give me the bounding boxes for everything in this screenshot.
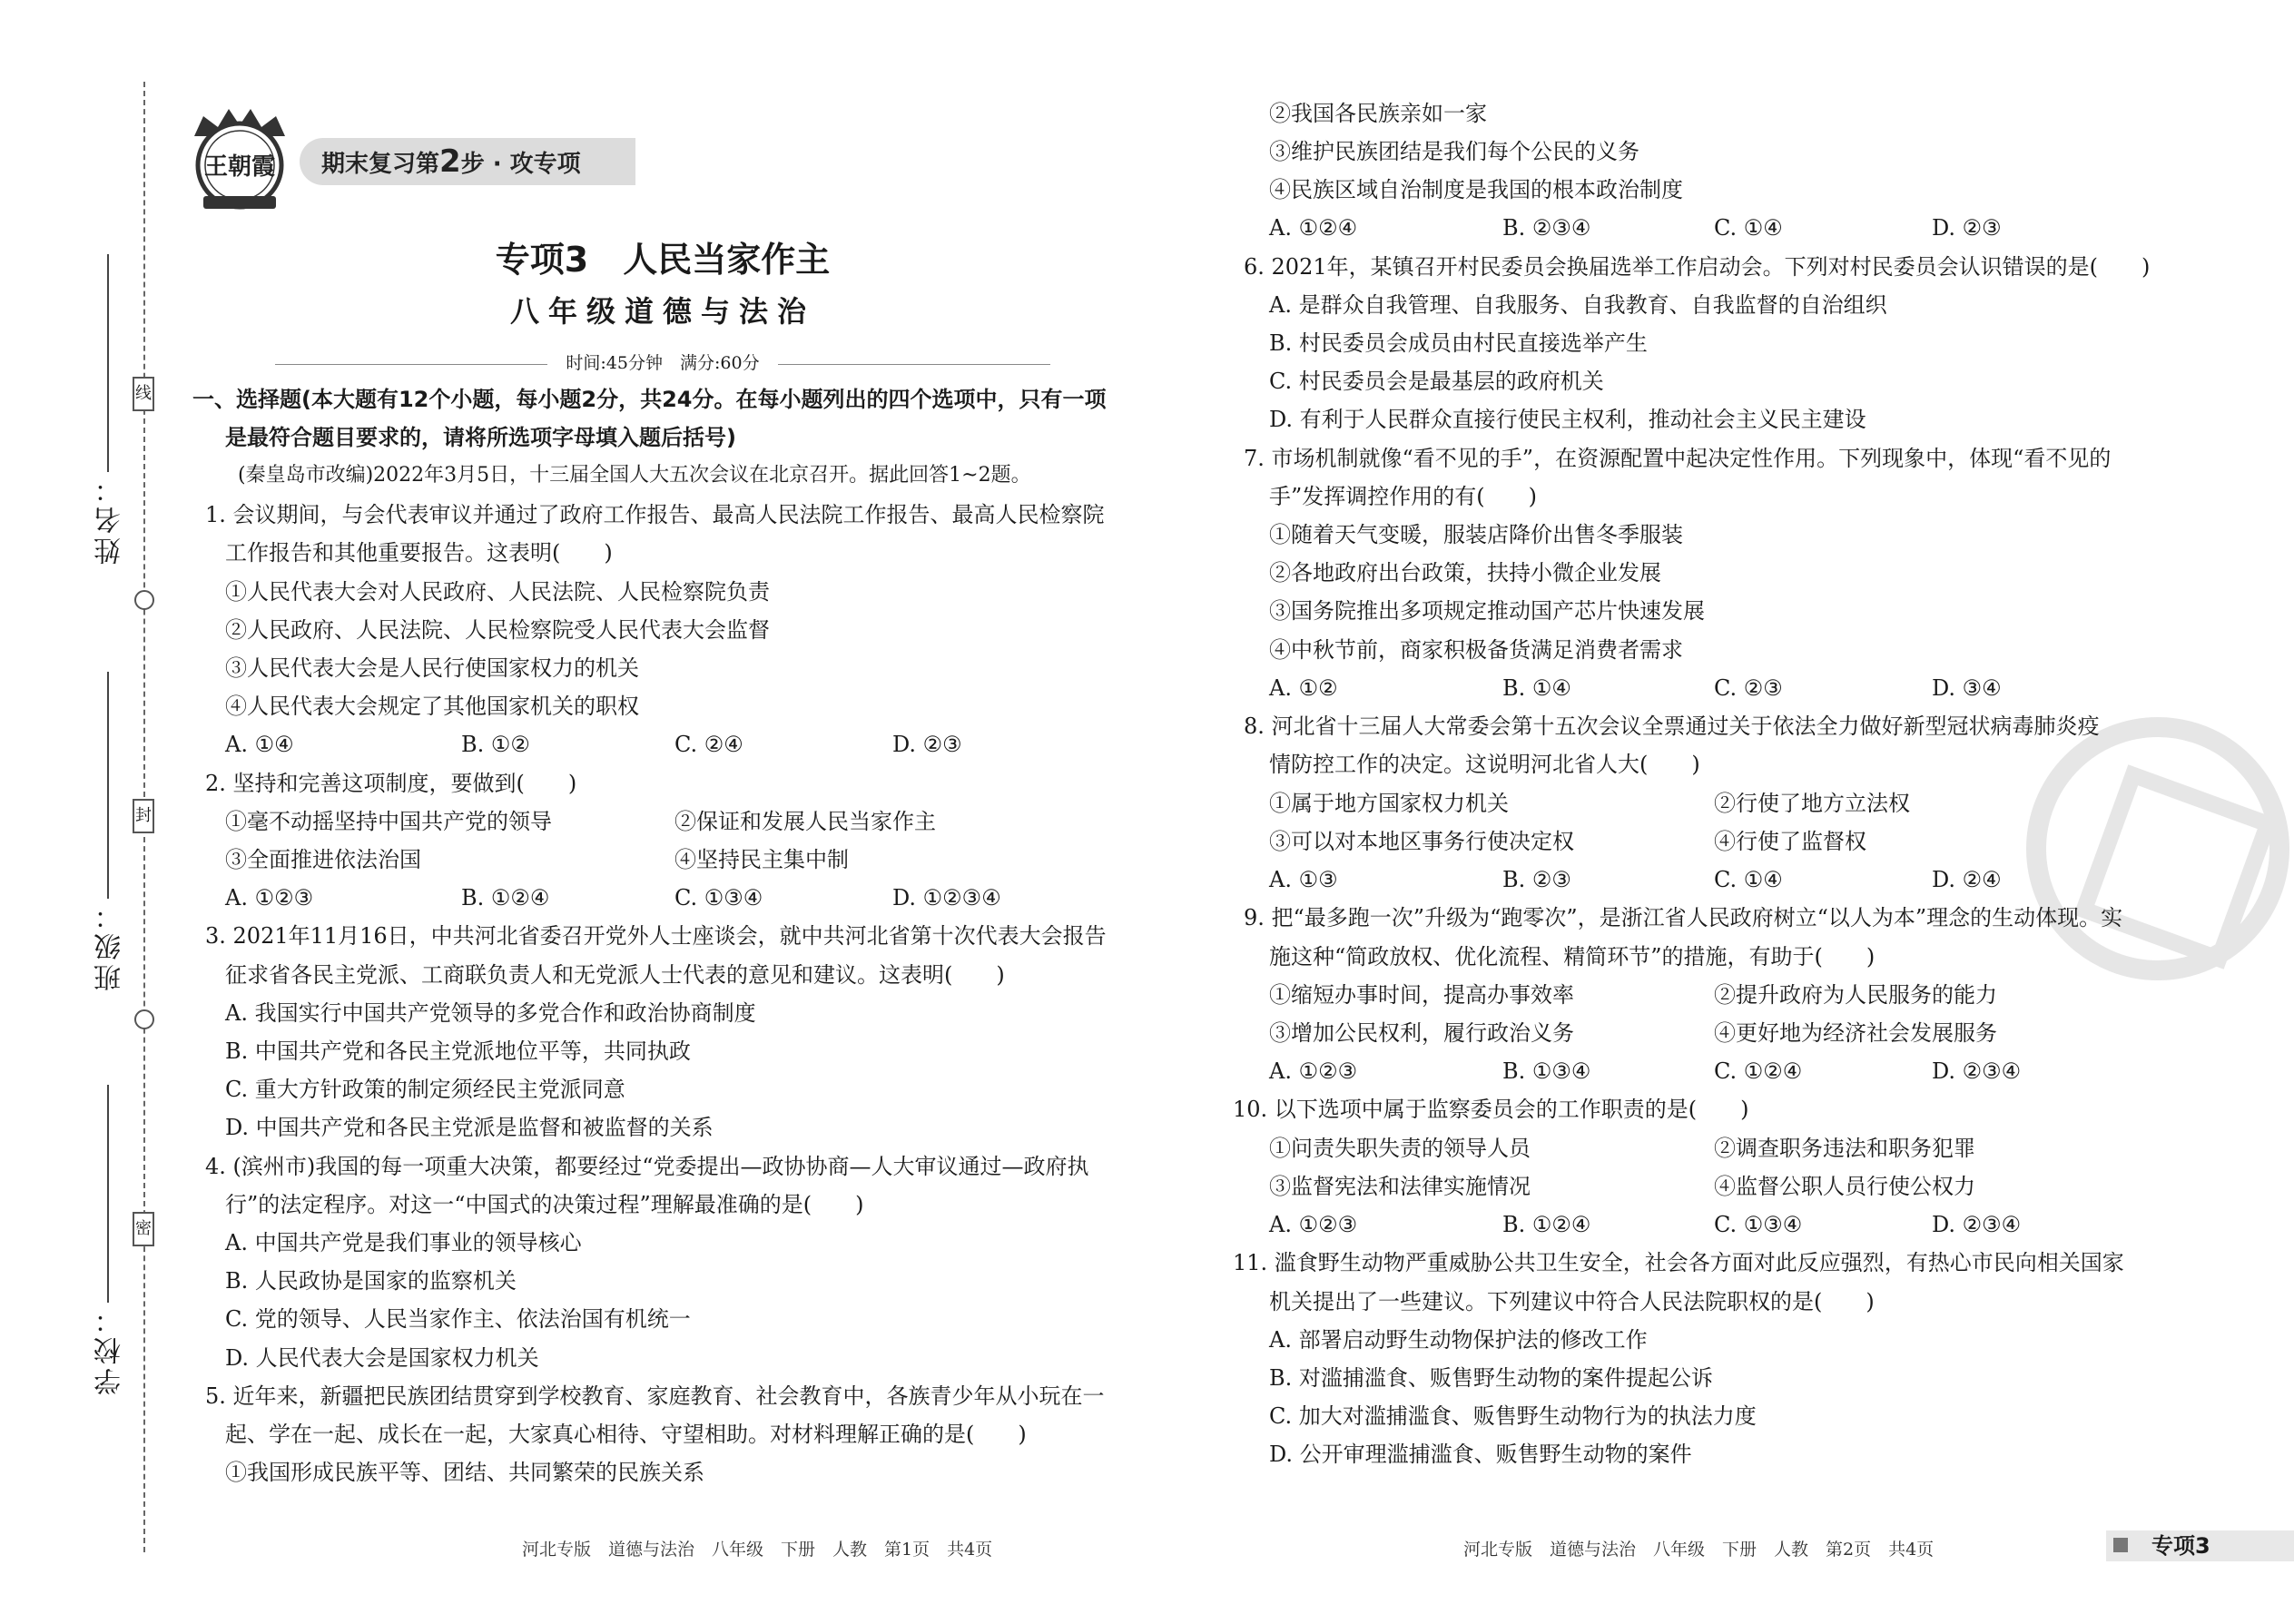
- text-line: ④行使了监督权: [1714, 829, 1866, 854]
- text-line: 9. 把“最多跑一次”升级为“跑零次”，是浙江省人民政府树立“以人为本”理念的生动体现。实: [1244, 905, 2123, 930]
- text-line: C. ②④: [674, 732, 743, 757]
- text-line: D. 有利于人民群众直接行使民主权利，推动社会主义民主建设: [1269, 407, 1866, 432]
- text-line: A. 部署启动野生动物保护法的修改工作: [1269, 1327, 1648, 1353]
- text-line: ③增加公民权利，履行政治义务: [1269, 1020, 1574, 1046]
- text-line: A. 中国共产党是我们事业的领导核心: [225, 1230, 582, 1255]
- text-line: C. ①④: [1714, 867, 1783, 892]
- footer-left: 河北专版 道德与法治 八年级 下册 人教 第1页 共4页: [522, 1540, 993, 1560]
- tag-square-icon: [2113, 1538, 2128, 1552]
- text-line: 7. 市场机制就像“看不见的手”，在资源配置中起决定性作用。下列现象中，体现“看不见的: [1244, 446, 2112, 471]
- text-line: 10. 以下选项中属于监察委员会的工作职责的是( ): [1233, 1097, 1749, 1122]
- text-line: A. 我国实行中国共产党领导的多党合作和政治协商制度: [225, 1000, 756, 1026]
- text-line: ①缩短办事时间，提高办事效率: [1269, 982, 1574, 1008]
- text-line: ②人民政府、人民法院、人民检察院受人民代表大会监督: [225, 617, 770, 643]
- exam-time-info: [182, 349, 1144, 374]
- text-line: A. ①②③: [1269, 1212, 1358, 1237]
- text-line: ②保证和发展人民当家作主: [674, 809, 936, 834]
- name-label: 姓名：: [94, 472, 126, 565]
- text-line: ②提升政府为人民服务的能力: [1714, 982, 1997, 1008]
- text-line: B. 人民政协是国家的监察机关: [225, 1268, 517, 1294]
- text-line: C. ②③: [1714, 675, 1783, 701]
- text-line: B. 村民委员会成员由村民直接选举产生: [1269, 330, 1648, 356]
- binding-strip: [0, 0, 182, 1624]
- time-info-text: 时间:45分钟 满分:60分: [566, 353, 760, 373]
- school-field-line: [107, 1085, 109, 1303]
- text-line: ②各地政府出台政策，扶持小微企业发展: [1269, 560, 1661, 586]
- text-line: D. ②④: [1932, 867, 2002, 892]
- text-line: ③监督宪法和法律实施情况: [1269, 1174, 1531, 1199]
- topic-tag: [2106, 1530, 2294, 1561]
- text-line: ①我国形成民族平等、团结、共同繁荣的民族关系: [225, 1460, 704, 1485]
- text-line: D. ②③④: [1932, 1058, 2022, 1084]
- text-line: ①属于地方国家权力机关: [1269, 791, 1509, 816]
- review-step-banner: [300, 138, 635, 185]
- binding-mark-line: 线: [133, 377, 154, 411]
- text-line: 工作报告和其他重要报告。这表明( ): [225, 540, 613, 566]
- text-line: 5. 近年来，新疆把民族团结贯穿到学校教育、家庭教育、社会教育中，各族青少年从小玩在一: [205, 1383, 1105, 1409]
- text-line: D. ③④: [1932, 675, 2002, 701]
- text-line: C. 村民委员会是最基层的政府机关: [1269, 369, 1604, 394]
- text-line: A. ①②③: [1269, 1058, 1358, 1084]
- text-line: B. ①②: [461, 732, 530, 757]
- text-line: C. 重大方针政策的制定须经民主党派同意: [225, 1077, 625, 1102]
- text-line: ④人民代表大会规定了其他国家机关的职权: [225, 694, 639, 719]
- seal-watermark: [2026, 717, 2289, 980]
- text-line: 3. 2021年11月16日，中共河北省委召开党外人士座谈会，就中共河北省第十次代表大会报告: [205, 923, 1107, 949]
- page-subtitle: 八年级道德与法治: [509, 294, 815, 329]
- text-line: 6. 2021年，某镇召开村民委员会换届选举工作启动会。下列对村民委员会认识错误的是( ): [1244, 254, 2151, 280]
- text-line: C. ①②④: [1714, 1058, 1803, 1084]
- text-line: C. ①③④: [1714, 1212, 1803, 1237]
- text-line: ①人民代表大会对人民政府、人民法院、人民检察院负责: [225, 579, 770, 605]
- svg-text:王朝霞: 王朝霞: [203, 153, 276, 181]
- text-line: 情防控工作的决定。这说明河北省人大( ): [1269, 752, 1700, 777]
- footer-right: 河北专版 道德与法治 八年级 下册 人教 第2页 共4页: [1463, 1540, 1935, 1560]
- text-line: D. 中国共产党和各民主党派是监督和被监督的关系: [225, 1115, 714, 1140]
- text-line: 手”发挥调控作用的有( ): [1269, 484, 1537, 509]
- binding-circle: [134, 590, 154, 610]
- binding-mark-secret: 密: [133, 1212, 154, 1246]
- text-line: ③维护民族团结是我们每个公民的义务: [1269, 139, 1639, 164]
- text-line: ④监督公职人员行使公权力: [1714, 1174, 1975, 1199]
- binding-circle: [134, 1009, 154, 1029]
- text-line: 11. 滥食野生动物严重威胁公共卫生安全，社会各方面对此反应强烈，有热心市民向相关国家: [1233, 1250, 2124, 1275]
- banner-suffix: 步 · 攻专项: [460, 151, 581, 178]
- text-line: ②调查职务违法和职务犯罪: [1714, 1136, 1975, 1161]
- text-line: ③全面推进依法治国: [225, 847, 421, 872]
- text-line: 机关提出了一些建议。下列建议中符合人民法院职权的是( ): [1269, 1289, 1875, 1314]
- text-line: 1. 会议期间，与会代表审议并通过了政府工作报告、最高人民法院工作报告、最高人民检察院: [205, 502, 1105, 527]
- text-line: 2. 坚持和完善这项制度，要做到( ): [205, 771, 577, 796]
- class-label: 班级：: [94, 899, 126, 991]
- text-line: B. ①②④: [461, 885, 550, 910]
- text-line: A. 是群众自我管理、自我服务、自我教育、自我监督的自治组织: [1269, 292, 1887, 318]
- school-label: 学校：: [94, 1303, 126, 1395]
- text-line: ①随着天气变暖，服装店降价出售冬季服装: [1269, 522, 1683, 547]
- text-line: D. 公开审理滥捕滥食、贩售野生动物的案件: [1269, 1442, 1692, 1467]
- text-line: 征求省各民主党派、工商联负责人和无党派人士代表的意见和建议。这表明( ): [225, 962, 1005, 988]
- class-field-line: [107, 672, 109, 899]
- text-line: ②行使了地方立法权: [1714, 791, 1910, 816]
- text-line: B. ①③④: [1502, 1058, 1591, 1084]
- text-line: 施这种“简政放权、优化流程、精简环节”的措施，有助于( ): [1269, 944, 1876, 969]
- text-line: 行”的法定程序。对这一“中国式的决策过程”理解最准确的是( ): [225, 1192, 864, 1217]
- text-line: A. ①③: [1269, 867, 1338, 892]
- text-line: D. ②③: [892, 732, 962, 757]
- text-line: 8. 河北省十三届人大常委会第十五次会议全票通过关于依法全力做好新型冠状病毒肺炎疫: [1244, 714, 2100, 739]
- page-title: 专项3 人民当家作主: [495, 240, 831, 280]
- text-line: B. ②③④: [1502, 215, 1591, 241]
- text-line: D. ①②③④: [892, 885, 1001, 910]
- text-line: ③国务院推出多项规定推动国产芯片快速发展: [1269, 598, 1705, 624]
- text-line: ③人民代表大会是人民行使国家权力的机关: [225, 655, 639, 681]
- text-line: D. ②③④: [1932, 1212, 2022, 1237]
- text-line: D. 人民代表大会是国家权力机关: [225, 1345, 539, 1371]
- text-line: A. ①②③: [225, 885, 314, 910]
- text-line: 是最符合题目要求的，请将所选项字母填入题后括号): [225, 425, 736, 450]
- text-line: ③可以对本地区事务行使决定权: [1269, 829, 1574, 854]
- text-line: B. 中国共产党和各民主党派地位平等，共同执政: [225, 1038, 691, 1064]
- banner-step-number: 2: [439, 143, 461, 180]
- text-line: ①毫不动摇坚持中国共产党的领导: [225, 809, 552, 834]
- text-line: C. ①④: [1714, 215, 1783, 241]
- publisher-logo: [182, 100, 298, 216]
- text-line: A. ①②④: [1269, 215, 1358, 241]
- text-line: ④民族区域自治制度是我国的根本政治制度: [1269, 177, 1683, 202]
- text-line: B. 对滥捕滥食、贩售野生动物的案件提起公诉: [1269, 1365, 1713, 1391]
- text-line: ④中秋节前，商家积极备货满足消费者需求: [1269, 637, 1683, 663]
- text-line: D. ②③: [1932, 215, 2002, 241]
- text-line: ④坚持民主集中制: [674, 847, 849, 872]
- text-line: 起、学在一起、成长在一起，大家真心相待、守望相助。对材料理解正确的是( ): [225, 1422, 1027, 1447]
- text-line: A. ①②: [1269, 675, 1338, 701]
- text-line: B. ②③: [1502, 867, 1571, 892]
- text-line: C. 加大对滥捕滥食、贩售野生动物行为的执法力度: [1269, 1403, 1757, 1429]
- text-line: ②我国各民族亲如一家: [1269, 101, 1487, 126]
- text-line: B. ①④: [1502, 675, 1571, 701]
- banner-prefix: 期末复习第: [321, 151, 440, 178]
- text-line: 一、选择题(本大题有12个小题，每小题2分，共24分。在每小题列出的四个选项中，只有一项: [192, 387, 1107, 412]
- text-line: 4. (滨州市)我国的每一项重大决策，都要经过“党委提出—政协协商—人大审议通过—政府执: [205, 1154, 1089, 1179]
- binding-mark-seal: 封: [133, 799, 154, 833]
- text-line: ①问责失职失责的领导人员: [1269, 1136, 1531, 1161]
- text-line: (秦皇岛市改编)2022年3月5日，十三届全国人大五次会议在北京召开。据此回答1~2题。: [238, 464, 1031, 487]
- tag-text: 专项3: [2151, 1533, 2210, 1559]
- name-field-line: [107, 254, 109, 472]
- text-line: ④更好地为经济社会发展服务: [1714, 1020, 1997, 1046]
- text-line: C. 党的领导、人民当家作主、依法治国有机统一: [225, 1306, 691, 1332]
- text-line: C. ①③④: [674, 885, 763, 910]
- text-line: A. ①④: [225, 732, 294, 757]
- text-line: B. ①②④: [1502, 1212, 1591, 1237]
